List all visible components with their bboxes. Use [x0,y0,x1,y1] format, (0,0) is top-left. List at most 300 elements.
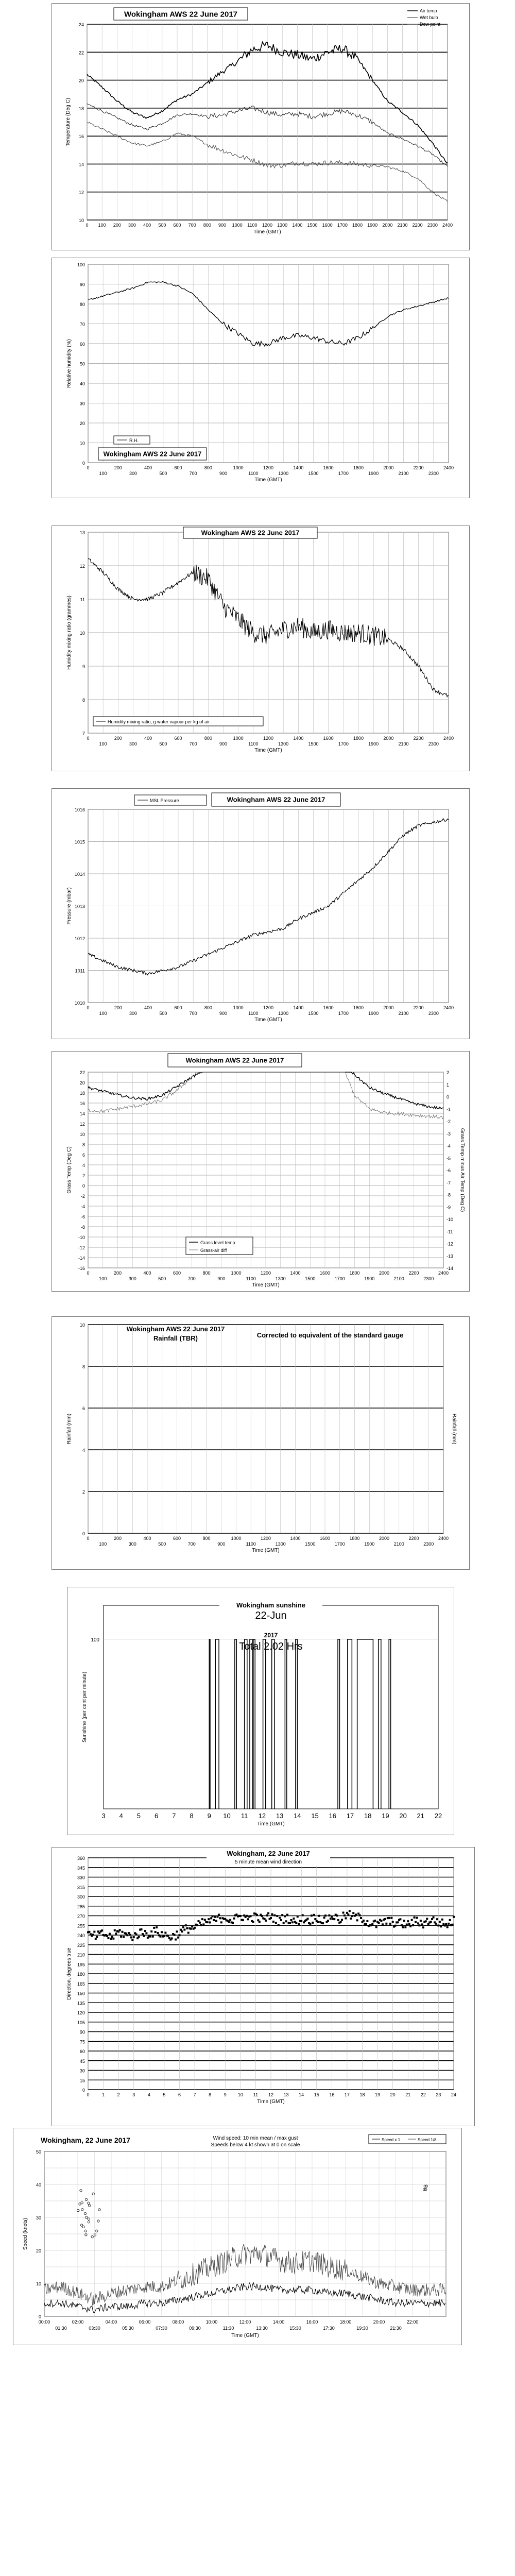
x-tick-label: 17 [346,1812,354,1820]
direction-point [154,1931,157,1933]
direction-point [452,1924,454,1926]
y-tick-label: 13 [79,530,85,535]
x-tick-label: 17:30 [323,2326,335,2331]
x-tick-label: 8 [209,2092,212,2097]
direction-point [110,1938,112,1940]
direction-point [141,1928,143,1930]
x-tick-label: 2300 [428,471,439,476]
x-axis-label: Time (GMT) [254,748,282,753]
x-tick-label: 1500 [308,471,319,476]
x-tick-label: 1700 [334,1541,345,1547]
x-tick-label: 100 [99,1276,107,1281]
x-tick-label: 19 [382,1812,389,1820]
direction-point [337,1919,339,1921]
direction-point [411,1919,413,1921]
x-tick-label: 1200 [263,465,274,470]
y-axis-label: Grass Temp (Deg C) [66,1146,72,1194]
direction-point [441,1919,443,1921]
direction-point [266,1914,268,1917]
direction-point [181,1930,183,1933]
direction-point [219,1917,221,1919]
direction-point [397,1921,399,1923]
x-tick-label: 100 [99,741,107,747]
direction-point [271,1913,273,1916]
y-axis-label: Temperature (Deg C) [65,98,71,146]
direction-point [183,1929,185,1931]
x-tick-label: 1400 [293,465,304,470]
y-tick-label: 150 [77,1991,85,1996]
direction-point [404,1926,406,1928]
y-tick-label: 1011 [75,968,85,974]
x-tick-label: 2000 [383,736,394,741]
direction-point [356,1919,358,1921]
direction-point [286,1914,288,1916]
x-tick-label: 3 [132,2092,135,2097]
x-tick-label: 1500 [307,223,318,228]
direction-point [144,1930,146,1932]
x-tick-label: 20 [390,2092,396,2097]
direction-point [228,1921,230,1923]
x-tick-label: 1900 [368,741,379,747]
x-tick-label: 2300 [428,1011,439,1016]
y-axis-label: Relative humidity (%) [66,339,72,388]
x-tick-label: 400 [144,736,152,741]
y-tick-label: -10 [78,1235,85,1240]
y-tick-label: 75 [79,2039,85,2045]
direction-point [399,1918,401,1920]
direction-point [408,1923,410,1925]
direction-point [449,1919,451,1921]
chart-date: 22-Jun [255,1610,287,1621]
x-tick-label: 1600 [319,1270,331,1276]
y-tick-label: 16 [78,134,84,140]
x-tick-label: 16 [329,1812,336,1820]
x-tick-label: 300 [128,1541,136,1547]
x-tick-label: 1000 [233,736,244,741]
y2-tick-label: -1 [447,1107,451,1112]
y-tick-label: 60 [79,342,85,347]
humidity-chart-panel [52,258,470,498]
direction-point [167,1935,169,1937]
direction-point [415,1921,417,1923]
y-tick-label: 10 [79,631,85,636]
x-tick-label: 1900 [368,471,379,476]
y-tick-label: 9 [82,664,85,669]
x-tick-label: 300 [129,741,138,747]
direction-point [142,1933,144,1935]
direction-point [374,1920,376,1922]
direction-point [436,1918,438,1920]
y-tick-label: 10 [79,1323,85,1328]
x-tick-label: 800 [204,1005,212,1010]
y2-tick-label: -10 [447,1217,454,1222]
direction-point [431,1918,433,1920]
direction-point [175,1939,177,1941]
y-tick-label: 180 [77,1972,85,1977]
direction-point [95,1938,97,1940]
direction-point [216,1916,218,1918]
x-tick-label: 100 [98,223,106,228]
direction-point [388,1917,390,1919]
y2-tick-label: -11 [447,1229,453,1234]
y-tick-label: 18 [78,106,84,111]
direction-point [157,1932,159,1934]
direction-point [135,1934,138,1936]
direction-point [182,1926,184,1928]
x-tick-label: 300 [128,1276,136,1281]
x-tick-label: 21 [417,1812,425,1820]
y-tick-label: 2 [82,1173,85,1178]
x-tick-label: 23 [436,2092,441,2097]
x-tick-label: 14 [294,1812,301,1820]
x-tick-label: 1000 [231,1270,242,1276]
y-tick-label: 8 [82,1364,85,1369]
y-tick-label: 8 [82,1142,85,1147]
y-tick-label: 0 [82,1183,85,1189]
x-tick-label: 100 [99,471,107,476]
x-tick-label: 10:00 [205,2319,218,2325]
direction-point [306,1918,308,1920]
x-tick-label: 7 [193,2092,196,2097]
direction-point [106,1935,108,1937]
x-tick-label: 800 [204,465,212,470]
direction-point [185,1924,187,1926]
x-tick-label: 200 [113,223,121,228]
x-tick-label: 11 [241,1812,248,1820]
direction-point [347,1913,349,1916]
x-tick-label: 400 [143,1270,151,1276]
direction-point [207,1921,209,1923]
x-tick-label: 400 [144,1005,152,1010]
direction-point [213,1919,215,1921]
x-tick-label: 03:30 [89,2326,100,2331]
sunshine-chart [67,1587,454,1835]
mixing-ratio-chart [52,526,469,771]
x-tick-label: 2200 [413,1005,424,1010]
direction-point [409,1925,411,1927]
pressure-chart [52,789,469,1039]
x-tick-label: 700 [189,471,197,476]
direction-point [273,1914,276,1917]
direction-point [414,1917,416,1919]
direction-point [200,1924,202,1926]
y-tick-label: 1010 [74,1001,85,1006]
x-tick-label: 1200 [262,223,273,228]
x-tick-label: 1900 [364,1276,375,1281]
x-tick-label: 2400 [443,465,454,470]
y-tick-label: 80 [79,302,85,307]
x-tick-label: 500 [159,471,167,476]
direction-point [209,1921,211,1923]
y-tick-label: 20 [79,1080,85,1086]
x-tick-label: 2100 [398,471,409,476]
x-tick-label: 9 [207,1812,211,1820]
x-tick-label: 0 [85,223,89,228]
direction-point [126,1934,128,1936]
x-tick-label: 2100 [397,223,408,228]
x-tick-label: 14 [299,2092,304,2097]
direction-point [360,1917,362,1919]
y-tick-label: 50 [36,2149,41,2155]
x-tick-label: 8 [190,1812,194,1820]
x-tick-label: 1000 [233,1005,244,1010]
x-tick-label: 21 [405,2092,411,2097]
x-tick-label: 1300 [275,1276,286,1281]
y-axis-label: Speed (knots) [23,2217,28,2250]
direction-point [402,1926,404,1928]
x-tick-label: 1800 [349,1270,360,1276]
direction-point [107,1937,109,1939]
x-tick-label: 1700 [334,1276,345,1281]
x-tick-label: 1000 [231,1536,242,1541]
x-tick-label: 900 [218,223,227,228]
direction-point [448,1923,450,1925]
chart-title: Wokingham sunshine [236,1601,306,1609]
x-tick-label: 20:00 [373,2319,385,2325]
rainfall-chart-panel [52,1316,470,1570]
direction-point [297,1916,299,1918]
y-tick-label: 210 [77,1952,85,1958]
x-tick-label: 15:30 [289,2326,301,2331]
y-tick-label: 12 [78,190,84,195]
x-tick-label: 9 [224,2092,227,2097]
y-tick-label: 20 [79,421,85,426]
x-axis-label: Time (GMT) [252,1548,280,1553]
x-tick-label: 600 [174,465,182,470]
chart-title: Wokingham AWS 22 June 2017 [227,795,325,804]
x-tick-label: 1100 [248,471,259,476]
direction-point [171,1938,173,1940]
x-tick-label: 2400 [438,1270,449,1276]
x-tick-label: 0 [87,1005,90,1010]
x-tick-label: 2000 [379,1536,390,1541]
y-tick-label: 70 [79,321,85,327]
x-tick-label: 2000 [382,223,393,228]
direction-point [164,1931,166,1934]
direction-point [123,1936,125,1938]
y-tick-label: 1014 [74,872,85,877]
direction-point [291,1921,294,1923]
y-tick-label: 4 [82,1163,85,1168]
direction-point [345,1917,347,1919]
y-tick-label: 12 [79,1122,85,1127]
y-tick-label: -14 [78,1256,85,1261]
direction-point [407,1920,409,1922]
x-tick-label: 2400 [443,736,454,741]
direction-point [276,1915,278,1917]
x-tick-label: 3 [101,1812,106,1820]
y2-tick-label: -12 [447,1241,454,1247]
x-tick-label: 16 [329,2092,335,2097]
direction-point [145,1932,147,1934]
x-tick-label: 100 [99,1011,107,1016]
chart-title: Wokingham, 22 June 2017 [227,1850,310,1857]
direction-point [194,1927,196,1929]
x-tick-label: 14:00 [272,2319,285,2325]
y-tick-label: 10 [78,218,84,223]
x-tick-label: 600 [173,1536,181,1541]
x-tick-label: 11:30 [222,2326,234,2331]
x-tick-label: 17 [344,2092,350,2097]
x-tick-label: 4 [147,2092,150,2097]
y-tick-label: 16 [79,1101,85,1106]
y2-tick-label: -4 [447,1143,451,1149]
direction-point [179,1934,181,1936]
x-tick-label: 01:30 [55,2326,67,2331]
x-tick-label: 1800 [353,736,364,741]
direction-point [233,1918,235,1920]
y-tick-label: 345 [77,1865,85,1871]
direction-point [204,1919,206,1921]
direction-point [355,1913,357,1916]
y2-tick-label: -6 [447,1168,451,1173]
x-tick-label: 1600 [323,465,334,470]
direction-point [412,1924,414,1926]
x-tick-label: 900 [219,1011,228,1016]
x-tick-label: 700 [189,741,197,747]
x-tick-label: 400 [143,1536,151,1541]
x-tick-label: 1800 [352,223,363,228]
direction-point [285,1920,287,1922]
direction-point [426,1918,428,1920]
x-tick-label: 2300 [427,223,438,228]
x-tick-label: 1700 [338,471,349,476]
direction-point [131,1939,133,1941]
direction-point [279,1917,281,1919]
x-tick-label: 12:00 [239,2319,251,2325]
y-tick-label: -2 [80,1194,85,1199]
y-axis-label: Direction, degrees true [66,1947,72,2000]
x-tick-label: 15 [311,1812,319,1820]
x-tick-label: 2200 [413,736,424,741]
x-axis-label: Time (GMT) [252,1282,280,1288]
y2-axis-label: Rainfall (mm) [451,1413,457,1445]
x-tick-label: 800 [203,223,211,228]
x-tick-label: 04:00 [105,2319,117,2325]
direction-point [289,1922,291,1924]
x-tick-label: 1700 [338,741,349,747]
direction-point [122,1931,124,1933]
direction-point [280,1919,282,1921]
x-tick-label: 2000 [379,1270,390,1276]
direction-point [93,1930,95,1933]
x-tick-label: 700 [189,1011,197,1016]
x-tick-label: 1800 [353,465,364,470]
x-tick-label: 600 [174,1005,182,1010]
direction-point [420,1920,422,1922]
y-tick-label: 10 [79,1132,85,1137]
direction-point [417,1922,419,1924]
direction-point [352,1912,354,1914]
direction-point [295,1922,297,1924]
y-tick-label: 7 [82,731,85,736]
direction-point [242,1919,244,1921]
y-tick-label: 45 [79,2058,85,2064]
x-tick-label: 2100 [398,1011,409,1016]
x-tick-label: 0 [87,1270,90,1276]
chart-note: Wind speed: 10 min mean / max gust [213,2136,298,2141]
direction-point [406,1923,408,1925]
legend-label: Dew point [420,22,441,27]
direction-point [378,1922,380,1924]
x-tick-label: 06:00 [139,2319,151,2325]
direction-point [187,1932,190,1934]
x-axis-label: Time (GMT) [254,477,282,483]
direction-point [186,1927,188,1929]
x-tick-label: 11 [253,2092,259,2097]
y2-tick-label: 1 [447,1082,450,1088]
x-tick-label: 400 [143,223,151,228]
x-tick-label: 500 [159,741,167,747]
direction-point [333,1918,335,1920]
wind-speed-chart-panel [13,2128,462,2345]
y2-tick-label: -14 [447,1266,454,1271]
direction-point [341,1919,343,1921]
legend-label: Wet bulb [420,15,438,20]
chart-note: Corrected to equivalent of the standard gauge [256,1331,404,1339]
x-axis-label: Time (GMT) [257,2099,285,2105]
direction-point [174,1934,176,1936]
x-axis-label: Time (GMT) [231,2333,259,2338]
x-tick-label: 4 [119,1812,123,1820]
x-tick-label: 2100 [393,1541,404,1547]
x-tick-label: 200 [114,465,122,470]
y-tick-label: 100 [91,1637,99,1643]
y-tick-label: 50 [79,361,85,367]
legend-label: Grass-air diff [200,1248,227,1253]
y-tick-label: 8 [82,698,85,703]
direction-point [322,1922,324,1924]
y-tick-label: 30 [79,401,85,406]
x-tick-label: 08:00 [172,2319,184,2325]
direction-point [101,1929,103,1931]
x-tick-label: 200 [114,736,122,741]
chart-total: Total 2.02 Hrs [239,1641,303,1652]
x-tick-label: 20 [399,1812,407,1820]
wind-direction-chart [52,1848,474,2126]
x-tick-label: 500 [158,1541,166,1547]
x-tick-label: 18 [359,2092,365,2097]
y-tick-label: 90 [79,282,85,287]
legend-label: MSL Pressure [150,798,179,803]
x-tick-label: 1700 [337,223,348,228]
direction-point [130,1936,132,1938]
y-tick-label: 315 [77,1885,85,1890]
direction-point [330,1918,332,1920]
x-tick-label: 13 [276,1812,284,1820]
x-tick-label: 09:30 [189,2326,201,2331]
y-tick-label: -4 [80,1204,85,1209]
x-tick-label: 2000 [383,465,394,470]
direction-point [312,1922,314,1924]
x-tick-label: 1600 [319,1536,331,1541]
y-tick-label: 195 [77,1962,85,1968]
direction-point [336,1914,338,1917]
y-axis-label: Humidity mixing ratio (grammes) [66,596,72,670]
x-tick-label: 16:00 [306,2319,318,2325]
grass-temp-chart-panel [52,1051,470,1292]
y-tick-label: 10 [79,440,85,446]
y2-tick-label: -2 [447,1119,451,1124]
legend-label: Air temp [420,8,437,13]
x-tick-label: 2 [117,2092,120,2097]
y-tick-label: 22 [79,1070,85,1075]
direction-point [272,1921,274,1923]
y-axis-label: Sunshine (per cent per minute) [82,1671,88,1743]
x-tick-label: 1200 [260,1270,271,1276]
x-tick-label: 0 [87,1536,90,1541]
direction-point [177,1937,179,1939]
